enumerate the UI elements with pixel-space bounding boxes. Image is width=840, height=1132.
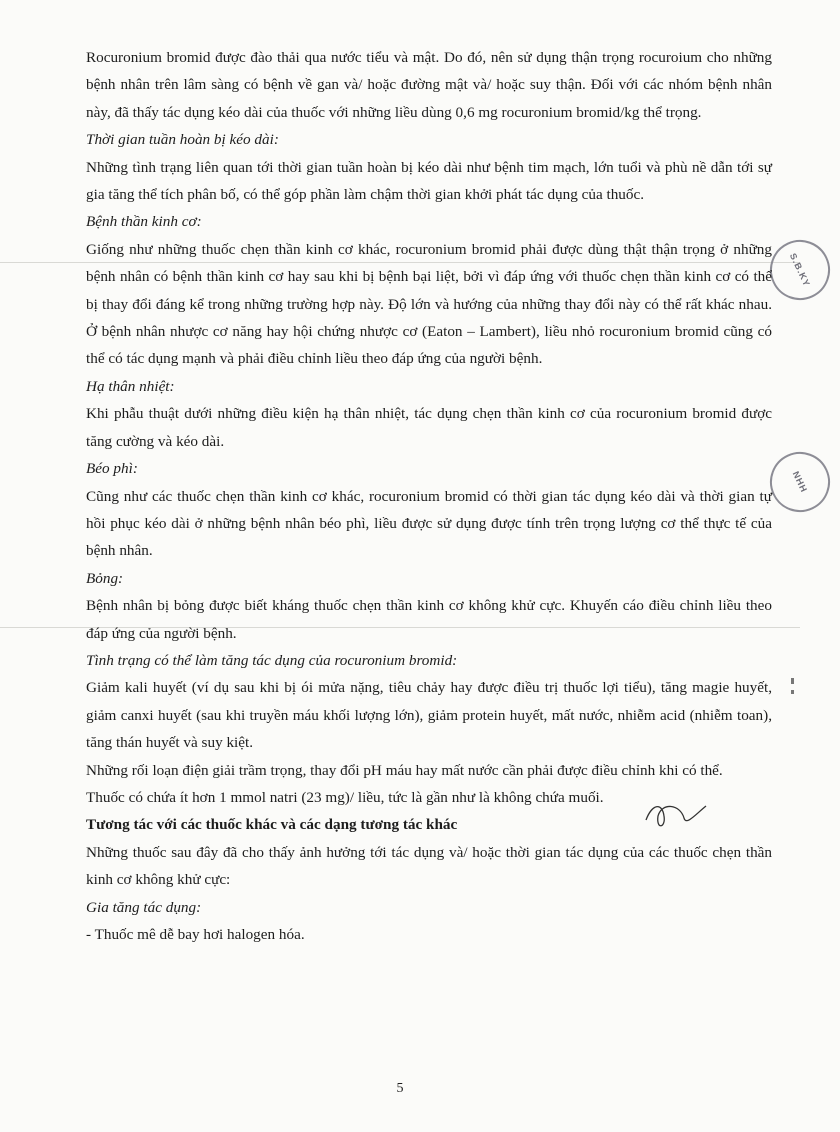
document-body xyxy=(86,44,772,948)
section-heading: Bệnh thần kinh cơ: xyxy=(86,213,202,231)
paragraph: Cũng như các thuốc chẹn thần kinh cơ khác, rocuronium bromid có thời gian tác dụng kéo dài và thời gian tự hồi phục kéo dài ở những bệnh nhân béo phì, liều được sử dụng được tính trên trọng lượng cơ thể thực tế của bệnh nhân. xyxy=(86,487,772,560)
side-seal-upper: S.B.KY xyxy=(760,230,840,310)
paragraph: - Thuốc mê dễ bay hơi halogen hóa. xyxy=(86,926,305,943)
paragraph: Những tình trạng liên quan tới thời gian tuần hoàn bị kéo dài như bệnh tim mạch, lớn tuổi và phù nề dẫn tới sự gia tăng thể tích phân bố, có thể góp phần làm chậm thời gian khởi phát tác dụng của thuốc. xyxy=(86,158,772,204)
paragraph: Giống như những thuốc chẹn thần kinh cơ khác, rocuronium bromid phải được dùng thật thận trọng ở những bệnh nhân có bệnh thần kinh cơ hay sau khi bị bệnh bại liệt, bởi vì đáp ứng với thuốc chẹn thần kinh cơ có thể bị thay đổi đáng kể trong những trường hợp này. Độ lớn và hướng của những thay đổi này có thể rất khác nhau. Ở bệnh nhân nhược cơ năng hay hội chứng nhược cơ (Eaton – Lambert), liều nhỏ rocuronium bromid cũng có thể có tác dụng mạnh và phải điều chỉnh liều theo đáp ứng của người bệnh. xyxy=(86,240,772,368)
paragraph: Những rối loạn điện giải trầm trọng, thay đổi pH máu hay mất nước cần phải được điều chỉnh khi có thể. xyxy=(86,761,723,779)
page-number: 5 xyxy=(396,1081,404,1096)
section-heading: Gia tăng tác dụng: xyxy=(86,898,202,916)
section-heading: Béo phì: xyxy=(86,460,138,478)
paragraph: Bệnh nhân bị bỏng được biết kháng thuốc chẹn thần kinh cơ không khử cực. Khuyến cáo điều chỉnh liều theo đáp ứng của người bệnh. xyxy=(86,597,772,642)
section-heading: Tương tác với các thuốc khác và các dạng tương tác khác xyxy=(86,816,458,834)
paragraph: Giảm kali huyết (ví dụ sau khi bị ói mửa nặng, tiêu chảy hay được điều trị thuốc lợi tiểu), tăng magie huyết, giảm canxi huyết (sau khi truyền máu khối lượng lớn), giảm protein huyết, mất nước, nhiễm acid (nhiễm toan), tăng thán huyết và suy kiệt. xyxy=(86,679,772,752)
section-heading: Hạ thân nhiệt: xyxy=(86,377,175,395)
paragraph: Những thuốc sau đây đã cho thấy ảnh hưởng tới tác dụng và/ hoặc thời gian tác dụng của các thuốc chẹn thần kinh cơ không khử cực: xyxy=(86,843,772,889)
side-seal-lower: NHH xyxy=(760,442,840,522)
edge-mark xyxy=(791,678,794,684)
section-heading: Thời gian tuần hoàn bị kéo dài: xyxy=(86,131,279,149)
edge-mark xyxy=(791,690,794,694)
paragraph: Khi phẫu thuật dưới những điều kiện hạ thân nhiệt, tác dụng chẹn thần kinh cơ của rocuronium bromid được tăng cường và kéo dài. xyxy=(86,405,772,450)
section-heading: Tình trạng có thể làm tăng tác dụng của rocuronium bromid: xyxy=(86,651,458,669)
section-heading: Bỏng: xyxy=(86,569,124,587)
paragraph: Rocuronium bromid được đào thải qua nước tiểu và mật. Do đó, nên sử dụng thận trọng rocuroium cho những bệnh nhân trên lâm sàng có bệnh về gan và/ hoặc đường mật và/ hoặc suy thận. Đối với các nhóm bệnh nhân này, đã thấy tác dụng kéo dài của thuốc với những liều dùng 0,6 mg rocuronium bromid/kg thể trọng. xyxy=(86,49,772,121)
paragraph: Thuốc có chứa ít hơn 1 mmol natri (23 mg)/ liều, tức là gần như là không chứa muối. xyxy=(86,788,604,806)
